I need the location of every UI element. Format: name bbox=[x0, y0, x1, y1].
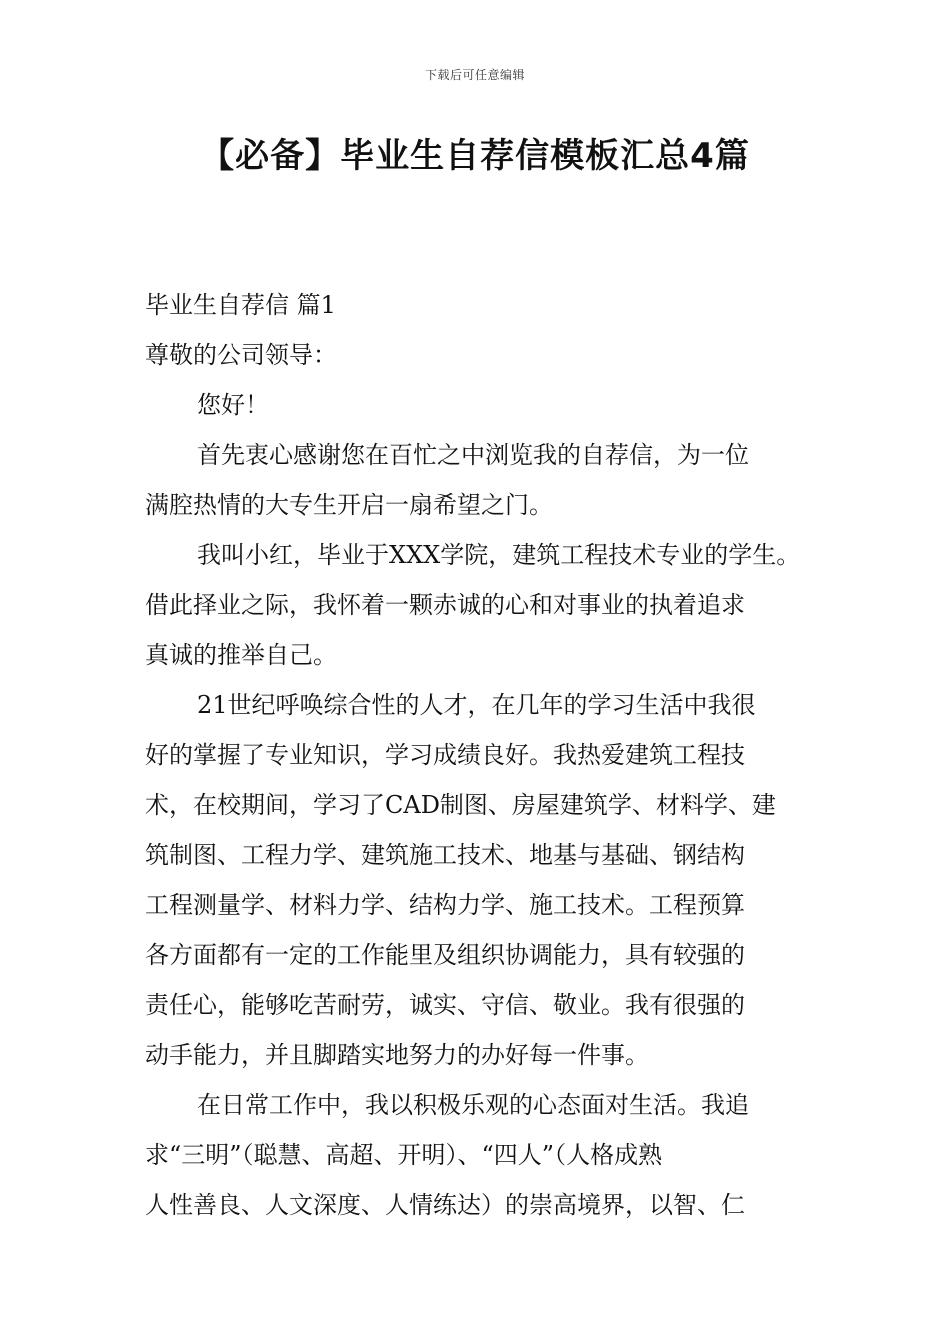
salutation: 尊敬的公司领导： bbox=[145, 341, 337, 369]
paragraph-line: 人性善良、人文深度、人情练达）的崇高境界，以智、仁 bbox=[145, 1191, 745, 1219]
paragraph-line: 各方面都有一定的工作能里及组织协调能力，具有较强的 bbox=[145, 941, 745, 969]
section-heading: 毕业生自荐信 篇1 bbox=[145, 291, 336, 319]
paragraph-line: 求“三明”（聪慧、高超、开明）、“四人”（人格成熟 bbox=[145, 1141, 663, 1169]
paragraph-line: 在日常工作中，我以积极乐观的心态面对生活。我追 bbox=[197, 1091, 749, 1119]
paragraph-line: 首先衷心感谢您在百忙之中浏览我的自荐信，为一位 bbox=[197, 441, 749, 469]
paragraph-line: 借此择业之际，我怀着一颗赤诚的心和对事业的执着追求 bbox=[145, 591, 745, 619]
page-title: 【必备】毕业生自荐信模板汇总4篇 bbox=[200, 136, 750, 176]
letter-body bbox=[145, 280, 825, 1230]
paragraph-line: 工程测量学、材料力学、结构力学、施工技术。工程预算 bbox=[145, 891, 745, 919]
paragraph-line: 筑制图、工程力学、建筑施工技术、地基与基础、钢结构 bbox=[145, 841, 745, 869]
paragraph-line: 责任心，能够吃苦耐劳，诚实、守信、敬业。我有很强的 bbox=[145, 991, 745, 1019]
paragraph-line: 动手能力，并且脚踏实地努力的办好每一件事。 bbox=[145, 1041, 649, 1069]
greeting: 您好！ bbox=[197, 391, 269, 419]
paragraph-line: 我叫小红，毕业于XXX学院，建筑工程技术专业的学生。 bbox=[197, 541, 801, 569]
paragraph-line: 好的掌握了专业知识，学习成绩良好。我热爱建筑工程技 bbox=[145, 741, 745, 769]
paragraph-line: 满腔热情的大专生开启一扇希望之门。 bbox=[145, 491, 553, 519]
paragraph-line: 真诚的推举自己。 bbox=[145, 641, 337, 669]
paragraph-line: 21世纪呼唤综合性的人才，在几年的学习生活中我很 bbox=[197, 691, 756, 719]
paragraph-line: 术，在校期间，学习了CAD制图、房屋建筑学、材料学、建 bbox=[145, 791, 776, 819]
header-note: 下载后可任意编辑 bbox=[424, 68, 525, 82]
